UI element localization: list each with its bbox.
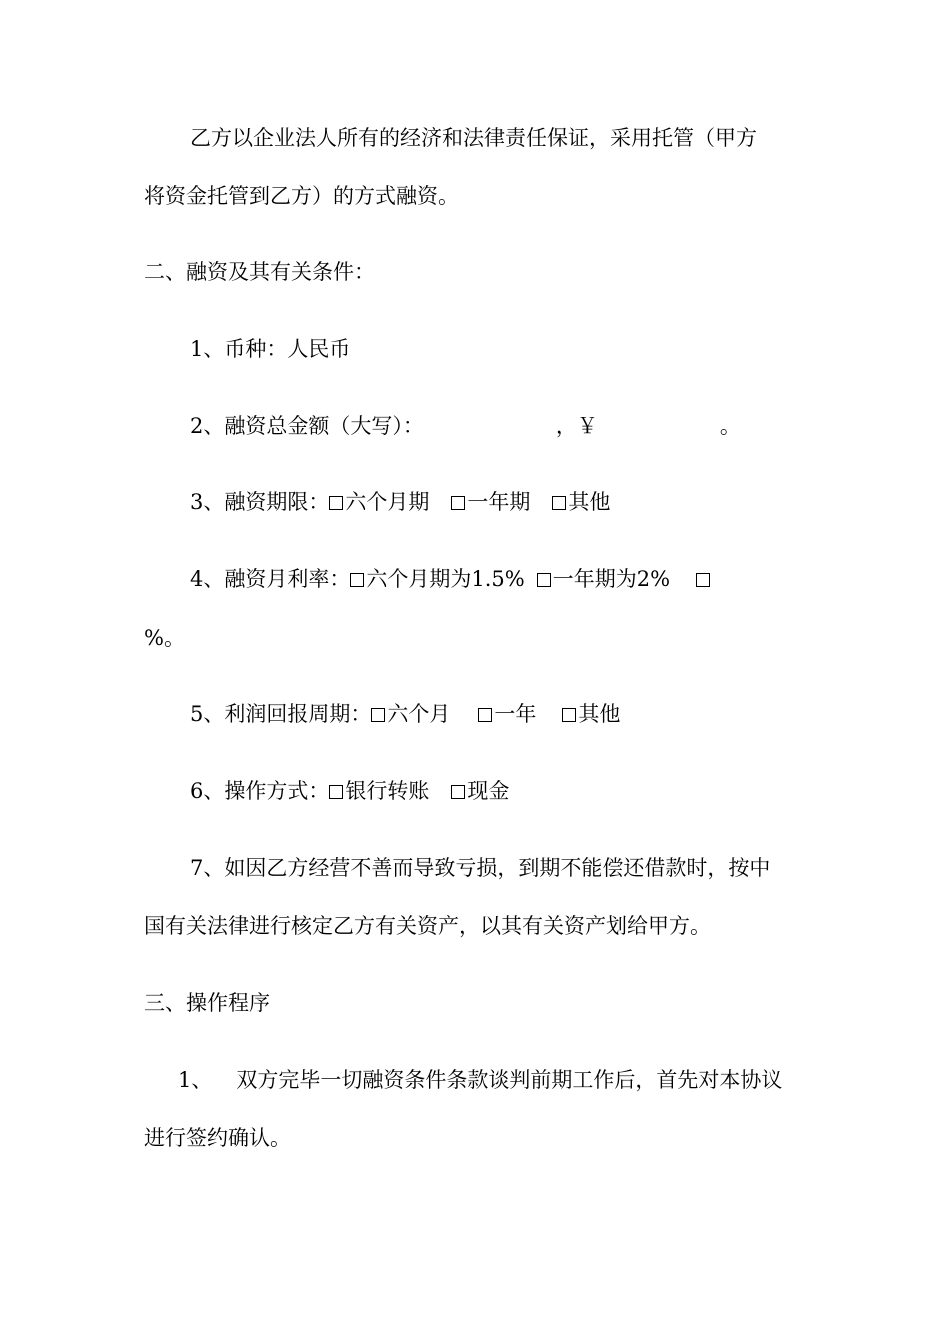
item-2-total-amount [190, 412, 741, 440]
option-rate-six-months: 六个月期为1.5% [366, 567, 525, 591]
option-term-other: 其他 [568, 490, 611, 514]
item-4-label: 4、融资月利率： [190, 567, 351, 591]
item-6-label: 6、操作方式： [190, 779, 330, 803]
procedure-item-1-line-2: 进行签约确认。 [144, 1126, 291, 1150]
checkbox-bank-transfer[interactable] [329, 785, 343, 799]
item-2-label: 2、融资总金额（大写）： [190, 414, 424, 438]
checkbox-rate-one-year[interactable] [537, 573, 551, 587]
item-3-label: 3、融资期限： [190, 490, 330, 514]
intro-line-2: 将资金托管到乙方）的方式融资。 [144, 184, 459, 208]
checkbox-cycle-other[interactable] [562, 708, 576, 722]
option-cycle-six-months: 六个月 [387, 702, 451, 726]
checkbox-term-other[interactable] [552, 496, 566, 510]
section-2-heading: 二、融资及其有关条件： [144, 260, 375, 284]
item-5-return-cycle [190, 700, 620, 728]
item-6-method [190, 777, 509, 805]
item-7-line-2: 国有关法律进行核定乙方有关资产，以其有关资产划给甲方。 [144, 914, 711, 938]
intro-line-1: 乙方以企业法人所有的经济和法律责任保证，采用托管（甲方 [190, 126, 757, 150]
procedure-item-1-text: 双方完毕一切融资条件条款谈判前期工作后，首先对本协议 [236, 1068, 783, 1092]
procedure-item-1-line-1 [178, 1066, 782, 1094]
item-4-rate-line-2: %。 [144, 626, 185, 650]
option-rate-one-year: 一年期为2% [552, 567, 671, 591]
checkbox-term-six-months[interactable] [329, 496, 343, 510]
checkbox-rate-six-months[interactable] [350, 573, 364, 587]
item-5-label: 5、利润回报周期： [190, 702, 372, 726]
checkbox-term-one-year[interactable] [451, 496, 465, 510]
checkbox-cash[interactable] [451, 785, 465, 799]
item-7-line-1: 7、如因乙方经营不善而导致亏损，到期不能偿还借款时，按中 [190, 856, 771, 880]
option-cash: 现金 [467, 779, 510, 803]
section-3-heading: 三、操作程序 [144, 991, 270, 1015]
item-2-comma: ， [555, 414, 577, 438]
option-cycle-other: 其他 [578, 702, 621, 726]
checkbox-cycle-one-year[interactable] [478, 708, 492, 722]
option-term-six-months: 六个月期 [345, 490, 430, 514]
yuan-sign: ￥ [576, 414, 598, 438]
item-4-rate [190, 565, 712, 593]
option-cycle-one-year: 一年 [494, 702, 537, 726]
item-2-end: 。 [719, 414, 741, 438]
procedure-item-1-number: 1、 [178, 1068, 213, 1092]
checkbox-cycle-six-months[interactable] [371, 708, 385, 722]
item-3-term [190, 488, 610, 516]
option-term-one-year: 一年期 [467, 490, 531, 514]
checkbox-rate-other[interactable] [696, 573, 710, 587]
item-1-currency: 1、币种：人民币 [190, 337, 351, 361]
option-bank-transfer: 银行转账 [345, 779, 430, 803]
